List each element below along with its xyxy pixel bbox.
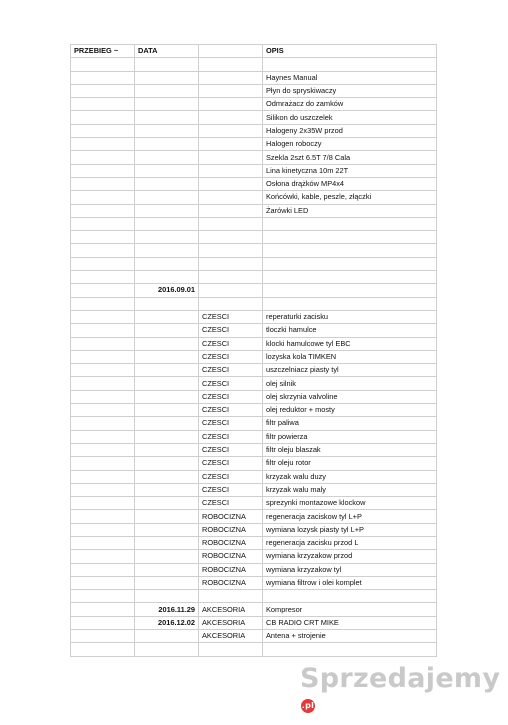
description-cell: olej reduktor + mosty (263, 404, 437, 417)
table-row (71, 98, 437, 111)
table-row (71, 204, 437, 217)
description-cell: Halogen roboczy (263, 138, 437, 151)
table-row (71, 377, 437, 390)
category-cell: ROBOCIZNA (199, 563, 263, 576)
table-row (71, 390, 437, 403)
przebieg-cell (71, 98, 135, 111)
date-cell (135, 204, 199, 217)
przebieg-cell (71, 630, 135, 643)
description-cell: CB RADIO CRT MIKE (263, 616, 437, 629)
description-cell: olej silnik (263, 377, 437, 390)
description-cell: lozyska kola TIMKEN (263, 350, 437, 363)
table-row (71, 550, 437, 563)
description-cell: Końcówki, kable, peszle, złączki (263, 191, 437, 204)
table-row (71, 510, 437, 523)
date-cell (135, 364, 199, 377)
category-cell: AKCESORIA (199, 630, 263, 643)
przebieg-cell (71, 124, 135, 137)
category-cell: CZESCI (199, 350, 263, 363)
table-row (71, 138, 437, 151)
description-cell: wymiana krzyzakow przod (263, 550, 437, 563)
przebieg-cell (71, 616, 135, 629)
date-cell (135, 271, 199, 284)
przebieg-cell (71, 257, 135, 270)
przebieg-cell (71, 84, 135, 97)
description-cell: klocki hamulcowe tyl EBC (263, 337, 437, 350)
category-cell (199, 58, 263, 71)
description-cell: reperaturki zacisku (263, 310, 437, 323)
date-cell (135, 483, 199, 496)
header-col3 (199, 45, 263, 58)
date-cell (135, 643, 199, 656)
table-row (71, 124, 437, 137)
description-cell: Odmrażacz do zamków (263, 98, 437, 111)
przebieg-cell (71, 364, 135, 377)
category-cell: CZESCI (199, 470, 263, 483)
table-row (71, 603, 437, 616)
category-cell: CZESCI (199, 483, 263, 496)
category-cell (199, 151, 263, 164)
description-cell (263, 643, 437, 656)
category-cell: CZESCI (199, 337, 263, 350)
table-row (71, 164, 437, 177)
description-cell: Płyn do spryskiwaczy (263, 84, 437, 97)
date-cell (135, 310, 199, 323)
category-cell: ROBOCIZNA (199, 550, 263, 563)
table-row (71, 58, 437, 71)
category-cell: CZESCI (199, 443, 263, 456)
przebieg-cell (71, 244, 135, 257)
date-cell (135, 470, 199, 483)
date-cell: 2016.11.29 (135, 603, 199, 616)
table-row (71, 643, 437, 656)
przebieg-cell (71, 284, 135, 297)
header-przebieg: PRZEBIEG ~ (71, 45, 135, 58)
date-cell (135, 71, 199, 84)
description-cell: sprezynki montazowe klockow (263, 497, 437, 510)
przebieg-cell (71, 58, 135, 71)
description-cell: Lina kinetyczna 10m 22T (263, 164, 437, 177)
date-cell (135, 111, 199, 124)
description-cell: wymiana lozysk piasty tyl L+P (263, 523, 437, 536)
table-row (71, 616, 437, 629)
date-cell (135, 536, 199, 549)
description-cell: Antena + strojenie (263, 630, 437, 643)
przebieg-cell (71, 71, 135, 84)
table-row (71, 191, 437, 204)
przebieg-cell (71, 536, 135, 549)
przebieg-cell (71, 576, 135, 589)
table-row (71, 151, 437, 164)
description-cell: Kompresor (263, 603, 437, 616)
description-cell: tloczki hamulce (263, 324, 437, 337)
description-cell: Osłona drążków MP4x4 (263, 177, 437, 190)
category-cell: CZESCI (199, 497, 263, 510)
przebieg-cell (71, 497, 135, 510)
przebieg-cell (71, 590, 135, 603)
date-cell (135, 191, 199, 204)
date-cell (135, 417, 199, 430)
date-cell (135, 58, 199, 71)
date-cell: 2016.09.01 (135, 284, 199, 297)
table-row (71, 590, 437, 603)
description-cell (263, 284, 437, 297)
table-row (71, 111, 437, 124)
date-cell (135, 377, 199, 390)
table-row (71, 630, 437, 643)
description-cell: uszczelniacz piasty tyl (263, 364, 437, 377)
table-row (71, 177, 437, 190)
table-row (71, 417, 437, 430)
przebieg-cell (71, 483, 135, 496)
date-cell (135, 151, 199, 164)
table-row (71, 563, 437, 576)
table-row (71, 364, 437, 377)
przebieg-cell (71, 337, 135, 350)
date-cell (135, 430, 199, 443)
table-row (71, 350, 437, 363)
watermark-text: Sprzedajemy (300, 663, 501, 694)
date-cell (135, 177, 199, 190)
description-cell: krzyzak walu duzy (263, 470, 437, 483)
category-cell: CZESCI (199, 404, 263, 417)
category-cell: AKCESORIA (199, 616, 263, 629)
przebieg-cell (71, 510, 135, 523)
przebieg-cell (71, 217, 135, 230)
przebieg-cell (71, 151, 135, 164)
table-row (71, 71, 437, 84)
category-cell: CZESCI (199, 364, 263, 377)
date-cell (135, 350, 199, 363)
date-cell (135, 576, 199, 589)
category-cell (199, 244, 263, 257)
watermark-badge: .pl (301, 699, 315, 713)
description-cell (263, 257, 437, 270)
category-cell: CZESCI (199, 430, 263, 443)
date-cell (135, 337, 199, 350)
category-cell: CZESCI (199, 310, 263, 323)
table-row (71, 217, 437, 230)
date-cell (135, 550, 199, 563)
table-row (71, 271, 437, 284)
date-cell (135, 457, 199, 470)
description-cell: olej skrzynia valvoline (263, 390, 437, 403)
category-cell: ROBOCIZNA (199, 523, 263, 536)
przebieg-cell (71, 550, 135, 563)
category-cell: CZESCI (199, 324, 263, 337)
category-cell (199, 271, 263, 284)
przebieg-cell (71, 443, 135, 456)
description-cell: Haynes Manual (263, 71, 437, 84)
date-cell (135, 390, 199, 403)
category-cell (199, 164, 263, 177)
przebieg-cell (71, 297, 135, 310)
description-cell: wymiana krzyzakow tyl (263, 563, 437, 576)
date-cell (135, 630, 199, 643)
table-row (71, 576, 437, 589)
date-cell (135, 231, 199, 244)
description-cell: regeneracja zaciskow tyl L+P (263, 510, 437, 523)
category-cell (199, 124, 263, 137)
table-row (71, 443, 437, 456)
description-cell: Halogeny 2x35W przod (263, 124, 437, 137)
przebieg-cell (71, 390, 135, 403)
przebieg-cell (71, 324, 135, 337)
przebieg-cell (71, 111, 135, 124)
table-row (71, 523, 437, 536)
przebieg-cell (71, 404, 135, 417)
date-cell: 2016.12.02 (135, 616, 199, 629)
przebieg-cell (71, 350, 135, 363)
category-cell: CZESCI (199, 417, 263, 430)
date-cell (135, 84, 199, 97)
category-cell (199, 204, 263, 217)
table-row (71, 404, 437, 417)
table-row (71, 337, 437, 350)
category-cell: AKCESORIA (199, 603, 263, 616)
table-row (71, 470, 437, 483)
date-cell (135, 510, 199, 523)
przebieg-cell (71, 204, 135, 217)
description-cell: Silikon do uszczelek (263, 111, 437, 124)
description-cell: Żarówki LED (263, 204, 437, 217)
date-cell (135, 563, 199, 576)
category-cell (199, 98, 263, 111)
category-cell (199, 84, 263, 97)
category-cell: CZESCI (199, 377, 263, 390)
przebieg-cell (71, 271, 135, 284)
header-data: DATA (135, 45, 199, 58)
category-cell (199, 138, 263, 151)
date-cell (135, 257, 199, 270)
description-cell: krzyzak walu maly (263, 483, 437, 496)
description-cell: wymiana filtrow i olei komplet (263, 576, 437, 589)
przebieg-cell (71, 138, 135, 151)
category-cell (199, 590, 263, 603)
category-cell (199, 111, 263, 124)
description-cell (263, 271, 437, 284)
przebieg-cell (71, 470, 135, 483)
table-row (71, 257, 437, 270)
przebieg-cell (71, 310, 135, 323)
description-cell: filtr oleju rotor (263, 457, 437, 470)
table-row (71, 231, 437, 244)
table-row (71, 284, 437, 297)
description-cell (263, 58, 437, 71)
category-cell (199, 257, 263, 270)
przebieg-cell (71, 191, 135, 204)
date-cell (135, 523, 199, 536)
przebieg-cell (71, 417, 135, 430)
przebieg-cell (71, 177, 135, 190)
przebieg-cell (71, 563, 135, 576)
category-cell: ROBOCIZNA (199, 510, 263, 523)
date-cell (135, 324, 199, 337)
przebieg-cell (71, 523, 135, 536)
description-cell (263, 590, 437, 603)
date-cell (135, 124, 199, 137)
przebieg-cell (71, 643, 135, 656)
date-cell (135, 244, 199, 257)
date-cell (135, 98, 199, 111)
category-cell (199, 177, 263, 190)
header-opis: OPIS (263, 45, 437, 58)
category-cell (199, 643, 263, 656)
date-cell (135, 297, 199, 310)
category-cell: CZESCI (199, 457, 263, 470)
przebieg-cell (71, 164, 135, 177)
date-cell (135, 164, 199, 177)
category-cell (199, 284, 263, 297)
table-row (71, 84, 437, 97)
date-cell (135, 404, 199, 417)
date-cell (135, 217, 199, 230)
przebieg-cell (71, 430, 135, 443)
date-cell (135, 590, 199, 603)
description-cell (263, 244, 437, 257)
table-row (71, 244, 437, 257)
description-cell: filtr oleju blaszak (263, 443, 437, 456)
table-row (71, 310, 437, 323)
watermark-logo (300, 663, 508, 725)
przebieg-cell (71, 457, 135, 470)
table-row (71, 483, 437, 496)
category-cell: CZESCI (199, 390, 263, 403)
spreadsheet-table (70, 44, 437, 657)
table-row (71, 536, 437, 549)
description-cell: filtr powierza (263, 430, 437, 443)
description-cell (263, 231, 437, 244)
description-cell: filtr paliwa (263, 417, 437, 430)
category-cell: ROBOCIZNA (199, 536, 263, 549)
header-row (71, 45, 437, 58)
category-cell (199, 217, 263, 230)
table-row (71, 497, 437, 510)
table-row (71, 297, 437, 310)
przebieg-cell (71, 603, 135, 616)
category-cell (199, 231, 263, 244)
category-cell (199, 71, 263, 84)
przebieg-cell (71, 377, 135, 390)
description-cell: regeneracja zacisku przod L (263, 536, 437, 549)
date-cell (135, 138, 199, 151)
description-cell: Szekla 2szt 6.5T 7/8 Cala (263, 151, 437, 164)
description-cell (263, 217, 437, 230)
date-cell (135, 443, 199, 456)
date-cell (135, 497, 199, 510)
table-row (71, 457, 437, 470)
category-cell (199, 191, 263, 204)
description-cell (263, 297, 437, 310)
table-row (71, 324, 437, 337)
category-cell (199, 297, 263, 310)
category-cell: ROBOCIZNA (199, 576, 263, 589)
table-row (71, 430, 437, 443)
przebieg-cell (71, 231, 135, 244)
